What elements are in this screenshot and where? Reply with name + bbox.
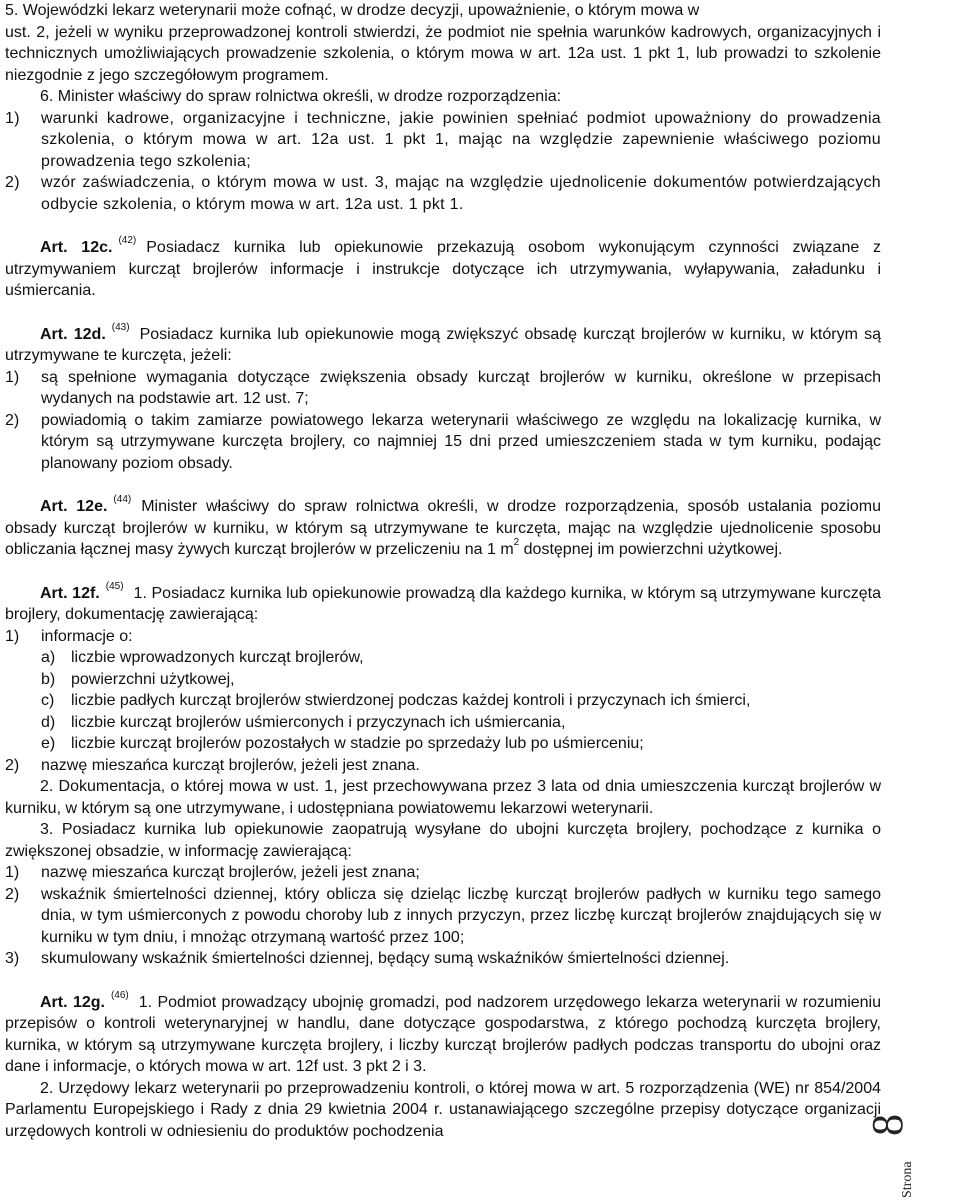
article-text: 1. Podmiot prowadzący ubojnię gromadzi, pod nadzorem urzędowego lekarza weterynarii w rozumieniu przepisów o kontroli weterynaryjnej w handlu, dane dotyczące gospodarstwa, z którego pochodzą kurczęta brojlery, kurnika, w którym są utrzymywane kurczęta brojlery, i liczby kurcząt brojlerów padłych podczas transportu do ubojni oraz dane i informacje, o których mowa w art. 12f ust. 3 pkt 2 i 3.	[5, 993, 881, 1075]
list-number: 2)	[5, 756, 20, 774]
document-page	[5, 0, 881, 1142]
article-12g	[5, 989, 881, 1078]
page-number-footer	[863, 1084, 956, 1198]
paragraph-ust-5-line-1: 5. Wojewódzki lekarz weterynarii może cofnąć, w drodze decyzji, upoważnienie, o którym mowa w	[5, 2, 700, 19]
list-subitem	[5, 669, 881, 691]
list-number: 2)	[5, 411, 20, 429]
list-text: powierzchni użytkowej,	[71, 670, 235, 688]
list-text: informacje o:	[41, 627, 133, 645]
list-number: 2)	[5, 174, 20, 191]
article-text: Posiadacz kurnika lub opiekunowie przekazują osobom wykonującym czynności związane z utrzymywaniem kurcząt brojlerów informacje i instrukcje dotyczące ich utrzymywania, wyłapywania, załadunku i uśmiercania.	[5, 239, 881, 299]
footnote-ref: (46)	[110, 989, 129, 1001]
list-number: 1)	[5, 627, 20, 645]
list-letter: b)	[41, 670, 56, 688]
page-number: 8	[863, 1114, 912, 1136]
article-text: 1. Posiadacz kurnika lub opiekunowie prowadzą dla każdego kurnika, w którym są utrzymywane kurczęta brojlery, dokumentację zawierającą:	[5, 584, 882, 623]
list-text: wskaźnik śmiertelności dziennej, który oblicza się dzieląc liczbę kurcząt brojlerów padłych w kurniku tego samego dnia, w tym uśmierconych z powodu choroby lub z innych przyczyn, przez liczbę kurcząt brojlerów znajdujących się w kurniku w tym dniu, i mnożąc otrzymaną wartość przez 100;	[41, 885, 881, 946]
article-label: Art. 12d.	[40, 325, 106, 343]
list-text: skumulowany wskaźnik śmiertelności dziennej, będący sumą wskaźników śmiertelności dziennej.	[41, 950, 730, 967]
superscript-exponent: 2	[513, 537, 520, 548]
list-item	[5, 755, 881, 777]
list-subitem	[5, 712, 881, 734]
list-number: 1)	[5, 109, 20, 127]
article-label: Art. 12g.	[40, 993, 105, 1011]
list-number: 1)	[5, 864, 20, 881]
list-item	[5, 108, 881, 173]
list-letter: a)	[41, 649, 56, 666]
list-text: liczbie padłych kurcząt brojlerów stwierdzonej podczas każdej kontroli i przyczynach ich śmierci,	[71, 692, 751, 709]
page-label: Strona	[900, 1161, 915, 1198]
list-text: warunki kadrowe, organizacyjne i techniczne, jakie powinien spełniać podmiot upoważniony do prowadzenia szkolenia, o którym mowa w art. 12a ust. 1 pkt 1, mając na względzie zapewnienie właściwego poziomu prowadzenia tego szkolenia;	[41, 109, 881, 170]
list-item	[5, 626, 881, 648]
paragraph-ust-2: 2. Dokumentacja, o której mowa w ust. 1, jest przechowywana przez 3 lata od dnia umieszczenia kurcząt brojlerów w kurniku, w którym są one utrzymywane, i udostępniana powiatowemu lekarzowi weterynarii.	[5, 778, 881, 817]
list-text: nazwę mieszańca kurcząt brojlerów, jeżeli jest znana.	[41, 756, 420, 774]
list-item	[5, 410, 881, 475]
paragraph-ust-6-intro: 6. Minister właściwy do spraw rolnictwa określi, w drodze rozporządzenia:	[40, 88, 562, 105]
list-subitem	[5, 647, 881, 669]
article-text: Posiadacz kurnika lub opiekunowie mogą zwiększyć obsadę kurcząt brojlerów w kurniku, w którym są utrzymywane te kurczęta, jeżeli:	[5, 325, 882, 364]
article-text-tail: dostępnej im powierzchni użytkowej.	[519, 541, 783, 558]
list-item	[5, 172, 881, 215]
article-12d	[5, 321, 882, 367]
footnote-ref: (45)	[105, 580, 124, 592]
footnote-ref: (42)	[118, 235, 137, 246]
list-text: są spełnione wymagania dotyczące zwiększenia obsady kurcząt brojlerów w kurniku, określone w przepisach wydanych na podstawie art. 12 ust. 7;	[41, 368, 881, 407]
paragraph-ust-3: 3. Posiadacz kurnika lub opiekunowie zaopatrują wysyłane do ubojni kurczęta brojlery, pochodzące z kurnika o zwiększonej obsadzie, w informację zawierającą:	[5, 821, 881, 860]
article-label: Art. 12f.	[40, 584, 100, 602]
list-number: 1)	[5, 368, 20, 386]
footnote-ref: (44)	[113, 494, 132, 505]
article-label: Art. 12e.	[40, 498, 108, 515]
list-text: powiadomią o takim zamiarze powiatowego lekarza weterynarii właściwego ze względu na lokalizację kurnika, w którym są utrzymywane kurczęta brojlery, co najmniej 15 dni przed umieszczeniem stada w tym kurniku, podając planowany poziom obsady.	[41, 411, 881, 472]
footnote-ref: (43)	[111, 321, 130, 333]
list-text: wzór zaświadczenia, o którym mowa w ust. 3, mając na względzie ujednolicenie dokumentów potwierdzających odbycie szkolenia, o którym mowa w art. 12a ust. 1 pkt 1.	[41, 174, 881, 213]
list-letter: e)	[41, 735, 56, 752]
paragraph-ust-5: ust. 2, jeżeli w wyniku przeprowadzonej kontroli stwierdzi, że podmiot nie spełnia warunków kadrowych, organizacyjnych i technicznych umożliwiających prowadzenie szkolenia, o którym mowa w art. 12a ust. 1 pkt 1, lub prowadzi to szkolenie niezgodnie z jego szczegółowym programem.	[5, 23, 881, 84]
article-12f	[5, 580, 882, 626]
list-text: liczbie kurcząt brojlerów pozostałych w stadzie po sprzedaży lub po uśmierceniu;	[71, 735, 644, 752]
list-number: 3)	[5, 950, 20, 967]
list-text: nazwę mieszańca kurcząt brojlerów, jeżeli jest znana;	[41, 864, 420, 881]
list-letter: d)	[41, 713, 56, 731]
list-item	[5, 367, 881, 410]
list-subitem	[5, 733, 881, 755]
article-text: Minister właściwy do spraw rolnictwa określi, w drodze rozporządzenia, sposób ustalania poziomu obsady kurcząt brojlerów w kurniku, w którym są utrzymywane te kurczęta, mając na względzie ujednolicenie sposobu obliczania łącznej masy żywych kurcząt brojlerów w przeliczeniu na 1 m	[5, 498, 882, 558]
article-12c	[5, 237, 881, 302]
list-letter: c)	[41, 692, 55, 709]
list-item	[5, 862, 881, 884]
list-item	[5, 948, 881, 970]
list-item	[5, 884, 881, 949]
list-text: liczbie kurcząt brojlerów uśmierconych i przyczynach ich uśmiercania,	[71, 713, 566, 731]
paragraph-ust-2-art-12g: 2. Urzędowy lekarz weterynarii po przeprowadzeniu kontroli, o której mowa w art. 5 rozporządzenia (WE) nr 854/2004 Parlamentu Europejskiego i Rady z dnia 29 kwietnia 2004 r. ustanawiającego szczególne przepisy dotyczące organizacji urzędowych kontroli w odniesieniu do produktów pochodzenia	[5, 1079, 881, 1140]
article-12e	[5, 496, 881, 561]
list-subitem	[5, 690, 881, 712]
article-label: Art. 12c.	[40, 239, 113, 256]
list-number: 2)	[5, 885, 20, 903]
list-text: liczbie wprowadzonych kurcząt brojlerów,	[71, 649, 364, 666]
